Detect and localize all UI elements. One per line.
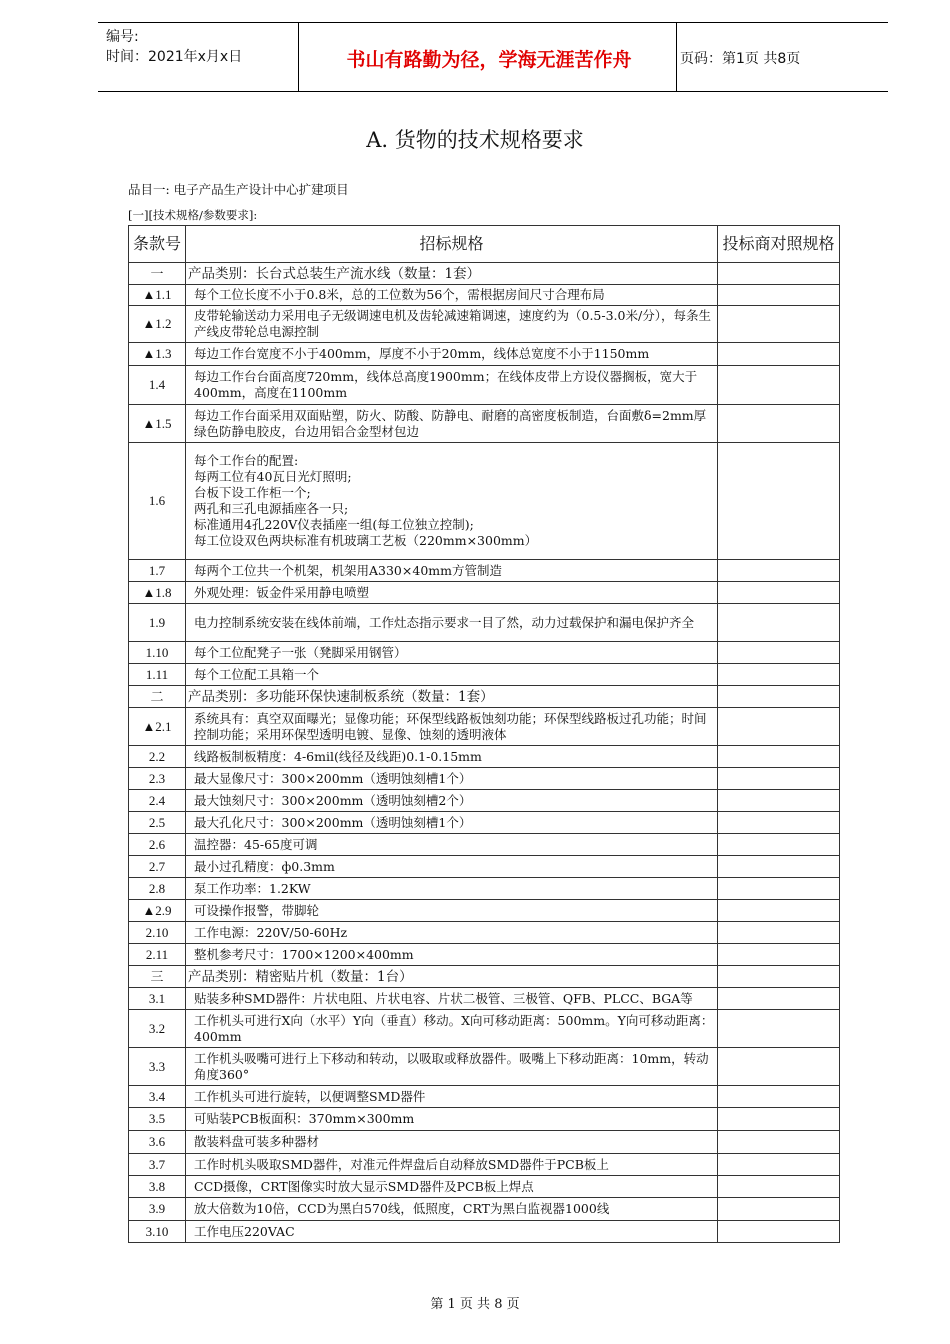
table-row [129, 366, 840, 405]
clause-number: 1.4 [129, 366, 186, 405]
bidder-spec-cell [718, 988, 840, 1010]
clause-number: ▲1.1 [129, 285, 186, 306]
bidder-spec-cell [718, 285, 840, 306]
table-row [129, 1108, 840, 1131]
document-title: A. 货物的技术规格要求 [366, 128, 584, 152]
table-row [129, 878, 840, 900]
table-row [129, 1154, 840, 1176]
bidder-spec-cell [718, 560, 840, 582]
table-header-row [129, 226, 840, 263]
table-row [129, 560, 840, 582]
table-row [129, 1010, 840, 1048]
number-label: 编号: [106, 29, 139, 45]
bidder-spec-cell [718, 1108, 840, 1131]
bidder-spec-cell [718, 1221, 840, 1243]
clause-number: 3.5 [129, 1108, 186, 1131]
clause-number: 1.6 [129, 443, 186, 560]
bidder-spec-cell [718, 856, 840, 878]
table-row [129, 944, 840, 966]
table-row [129, 988, 840, 1010]
clause-number: 1.11 [129, 664, 186, 686]
clause-number: 2.11 [129, 944, 186, 966]
spec-text: 皮带轮输送动力采用电子无级调速电机及齿轮减速箱调速，速度约为（0.5-3.0米/分），每条生产线皮带轮总电源控制 [186, 306, 718, 343]
table-row [129, 642, 840, 664]
header-motto: 书山有路勤为径，学海无涯苦作舟 [346, 49, 632, 71]
category-row [129, 966, 840, 988]
table-row [129, 1086, 840, 1108]
clause-number: 3.6 [129, 1131, 186, 1154]
spec-text: 每边工作台台面高度720mm，线体总高度1900mm；在线体皮带上方设仪器搁板，宽大于400mm，高度在1100mm [186, 366, 718, 405]
clause-number: 3.7 [129, 1154, 186, 1176]
spec-text: 最大蚀刻尺寸：300×200mm（透明蚀刻槽2个） [186, 790, 718, 812]
bidder-spec-cell [718, 746, 840, 768]
table-row [129, 664, 840, 686]
bidder-spec-cell [718, 582, 840, 604]
bidder-spec-cell [718, 443, 840, 560]
clause-number: 2.4 [129, 790, 186, 812]
bidder-spec-cell [718, 878, 840, 900]
clause-number: 1.10 [129, 642, 186, 664]
table-row [129, 708, 840, 746]
spec-text: 产品类别：长台式总装生产流水线（数量：1套） [186, 263, 718, 285]
spec-text: 最大显像尺寸：300×200mm（透明蚀刻槽1个） [186, 768, 718, 790]
clause-number: 3.2 [129, 1010, 186, 1048]
bidder-spec-cell [718, 1010, 840, 1048]
category-row [129, 686, 840, 708]
table-row [129, 812, 840, 834]
spec-text: 散装料盘可装多种器材 [186, 1131, 718, 1154]
bidder-spec-cell [718, 1048, 840, 1086]
item-line: 品目一: 电子产品生产设计中心扩建项目 [128, 182, 349, 197]
spec-table [128, 225, 840, 1243]
spec-text: 放大倍数为10倍，CCD为黑白570线，低照度，CRT为黑白监视器1000线 [186, 1198, 718, 1221]
clause-number: 2.2 [129, 746, 186, 768]
table-row [129, 900, 840, 922]
table-row [129, 1048, 840, 1086]
bidder-spec-cell [718, 900, 840, 922]
spec-text: 工作机头可进行X向（水平）Y向（垂直）移动。X向可移动距离：500mm。Y向可移动距离：400mm [186, 1010, 718, 1048]
spec-text: 系统具有：真空双面曝光；显像功能；环保型线路板蚀刻功能；环保型线路板过孔功能；时间控制功能；采用环保型透明电镀、显像、蚀刻的透明液体 [186, 708, 718, 746]
bidder-spec-cell [718, 642, 840, 664]
header-page-info: 页码：第1页 共8页 [680, 51, 801, 67]
bidder-spec-cell [718, 790, 840, 812]
clause-number: ▲1.5 [129, 405, 186, 443]
clause-number: 1.9 [129, 604, 186, 642]
spec-text: 每边工作台宽度不小于400mm，厚度不小于20mm，线体总宽度不小于1150mm [186, 343, 718, 366]
spec-text: 每个工位长度不小于0.8米，总的工位数为56个，需根据房间尺寸合理布局 [186, 285, 718, 306]
spec-text: 工作时机头吸取SMD器件，对准元件焊盘后自动释放SMD器件于PCB板上 [186, 1154, 718, 1176]
col-header-spec: 招标规格 [186, 226, 718, 263]
table-row [129, 443, 840, 560]
table-row [129, 285, 840, 306]
clause-number: 3.8 [129, 1176, 186, 1198]
bidder-spec-cell [718, 1131, 840, 1154]
category-row [129, 263, 840, 285]
table-row [129, 1131, 840, 1154]
bidder-spec-cell [718, 343, 840, 366]
bidder-spec-cell [718, 834, 840, 856]
col-header-no: 条款号 [129, 226, 186, 263]
table-row [129, 1198, 840, 1221]
clause-number: 2.7 [129, 856, 186, 878]
clause-number: ▲1.3 [129, 343, 186, 366]
clause-number: ▲2.1 [129, 708, 186, 746]
spec-text: 整机参考尺寸：1700×1200×400mm [186, 944, 718, 966]
bidder-spec-cell [718, 664, 840, 686]
header-meta [106, 27, 301, 67]
spec-text: 每个工位配凳子一张（凳脚采用钢管） [186, 642, 718, 664]
clause-number: 2.6 [129, 834, 186, 856]
spec-text: 外观处理：钣金件采用静电喷塑 [186, 582, 718, 604]
table-row [129, 746, 840, 768]
spec-text: 可贴装PCB板面积：370mm×300mm [186, 1108, 718, 1131]
table-row [129, 343, 840, 366]
table-row [129, 790, 840, 812]
bidder-spec-cell [718, 306, 840, 343]
clause-number: 3.10 [129, 1221, 186, 1243]
bidder-spec-cell [718, 263, 840, 285]
spec-text: 产品类别：多功能环保快速制板系统（数量：1套） [186, 686, 718, 708]
spec-table-body [129, 263, 840, 1243]
clause-number: 2.8 [129, 878, 186, 900]
bidder-spec-cell [718, 708, 840, 746]
bidder-spec-cell [718, 1176, 840, 1198]
spec-text: 产品类别：精密贴片机（数量：1台） [186, 966, 718, 988]
spec-text: 泵工作功率：1.2KW [186, 878, 718, 900]
header-divider [676, 23, 677, 91]
col-header-bidder: 投标商对照规格 [718, 226, 840, 263]
clause-number: 3.9 [129, 1198, 186, 1221]
bidder-spec-cell [718, 366, 840, 405]
page-footer: 第 1 页 共 8 页 [430, 1297, 520, 1312]
table-row [129, 834, 840, 856]
spec-text: 工作机头可进行旋转，以便调整SMD器件 [186, 1086, 718, 1108]
table-row [129, 405, 840, 443]
spec-text: 线路板制板精度：4-6mil(线径及线距)0.1-0.15mm [186, 746, 718, 768]
table-row [129, 856, 840, 878]
clause-number: 2.3 [129, 768, 186, 790]
spec-text: CCD摄像，CRT图像实时放大显示SMD器件及PCB板上焊点 [186, 1176, 718, 1198]
header-divider [298, 23, 299, 91]
bidder-spec-cell [718, 944, 840, 966]
table-row [129, 1176, 840, 1198]
spec-text: 贴装多种SMD器件：片状电阻、片状电容、片状二极管、三极管、QFB、PLCC、BGA等 [186, 988, 718, 1010]
spec-text: 电力控制系统安装在线体前端，工作灶态指示要求一目了然，动力过载保护和漏电保护齐全 [186, 604, 718, 642]
spec-note: [一][技术规格/参数要求]: [128, 208, 258, 222]
bidder-spec-cell [718, 1198, 840, 1221]
time-label: 时间：2021年x月x日 [106, 49, 243, 65]
spec-text: 每边工作台面采用双面贴塑，防火、防酸、防静电、耐磨的高密度板制造，台面敷δ=2mm厚绿色防静电胶皮，台边用铝合金型材包边 [186, 405, 718, 443]
spec-text: 最大孔化尺寸：300×200mm（透明蚀刻槽1个） [186, 812, 718, 834]
spec-text: 每个工位配工具箱一个 [186, 664, 718, 686]
bidder-spec-cell [718, 922, 840, 944]
clause-number: 2.5 [129, 812, 186, 834]
bidder-spec-cell [718, 966, 840, 988]
table-row [129, 768, 840, 790]
spec-text: 最小过孔精度：ф0.3mm [186, 856, 718, 878]
spec-text: 工作电源：220V/50-60Hz [186, 922, 718, 944]
spec-text: 温控器：45-65度可调 [186, 834, 718, 856]
clause-number: 2.10 [129, 922, 186, 944]
clause-number: 二 [129, 686, 186, 708]
table-row [129, 922, 840, 944]
spec-text: 工作电压220VAC [186, 1221, 718, 1243]
table-row [129, 306, 840, 343]
clause-number: 3.4 [129, 1086, 186, 1108]
spec-text: 每两个工位共一个机架，机架用A330×40mm方管制造 [186, 560, 718, 582]
clause-number: 1.7 [129, 560, 186, 582]
spec-text: 每个工作台的配置: 每两工位有40瓦日光灯照明; 台板下设工作柜一个; 两孔和三孔电源插座各一只; 标准通用4孔220V仪表插座一组(每工位独立控制); 每工位设双色两块标准有机玻璃工艺板（220mm×300mm） [186, 443, 718, 560]
clause-number: 3.3 [129, 1048, 186, 1086]
bidder-spec-cell [718, 604, 840, 642]
clause-number: ▲1.2 [129, 306, 186, 343]
clause-number: 三 [129, 966, 186, 988]
table-row [129, 1221, 840, 1243]
table-row [129, 604, 840, 642]
clause-number: 3.1 [129, 988, 186, 1010]
spec-text: 可设操作报警，带脚轮 [186, 900, 718, 922]
table-row [129, 582, 840, 604]
clause-number: 一 [129, 263, 186, 285]
bidder-spec-cell [718, 405, 840, 443]
clause-number: ▲2.9 [129, 900, 186, 922]
spec-text: 工作机头吸嘴可进行上下移动和转动，以吸取或释放器件。吸嘴上下移动距离：10mm，转动角度360° [186, 1048, 718, 1086]
bidder-spec-cell [718, 1086, 840, 1108]
bidder-spec-cell [718, 812, 840, 834]
clause-number: ▲1.8 [129, 582, 186, 604]
page-header [98, 22, 888, 92]
bidder-spec-cell [718, 1154, 840, 1176]
bidder-spec-cell [718, 768, 840, 790]
bidder-spec-cell [718, 686, 840, 708]
